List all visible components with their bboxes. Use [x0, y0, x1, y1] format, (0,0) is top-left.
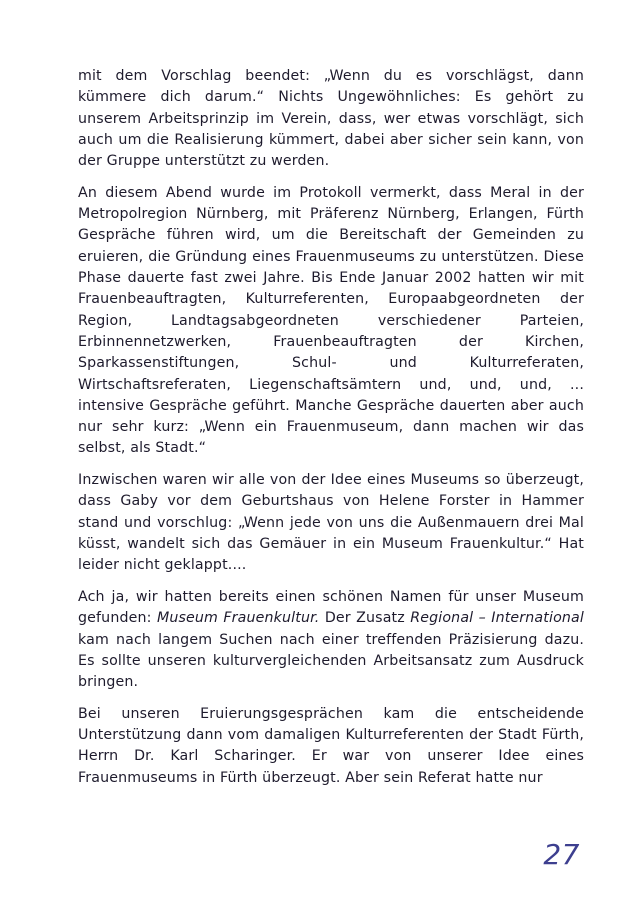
page-number: 27: [543, 838, 580, 871]
paragraph-3-text: Inzwischen waren wir alle von der Idee eines Museums so überzeugt, dass Gaby vor dem Geburtshaus von Helene Forster in Hammer stand und vorschlug: „Wenn jede von uns die Außenmauern drei Mal küsst, wandelt sich das Gemäuer in ein Museum Frauenkultur.“ Hat leider nicht geklappt....: [78, 472, 584, 574]
paragraph-4: [78, 587, 584, 693]
paragraph-1: [78, 66, 584, 172]
paragraph-1-text: mit dem Vorschlag beendet: „Wenn du es vorschlägst, dann kümmere dich darum.“ Nichts Ungewöhnliches: Es gehört zu unserem Arbeitsprinzip im Verein, dass, wer etwas vorschlägt, sich auch um die Realisierung kümmert, dabei aber sicher sein kann, von der Gruppe unterstützt zu werden.: [78, 68, 584, 170]
paragraph-3: [78, 470, 584, 576]
paragraph-5-text: Bei unseren Eruierungsgesprächen kam die entscheidende Unterstützung dann vom damaligen Kulturreferenten der Stadt Fürth, Herrn Dr. Karl Scharinger. Er war von unserer Idee eines Frauenmuseums in Fürth überzeugt. Aber sein Referat hatte nur: [78, 705, 584, 786]
paragraph-2: [78, 183, 584, 460]
paragraph-4-text-b: Der Zusatz: [319, 610, 411, 627]
page-body: [78, 66, 584, 799]
paragraph-4-text-a: Ach ja, wir hatten bereits einen schönen Namen für unser Museum gefunden:: [78, 589, 584, 627]
paragraph-2-text: An diesem Abend wurde im Protokoll vermerkt, dass Meral in der Metropolregion Nürnberg, mit Präferenz Nürnberg, Erlangen, Fürth Gespräche führen wird, um die Bereitschaft der Gemeinden zu eruieren, die Gründung eines Frauenmuseums zu unterstützen. Diese Phase dauerte fast zwei Jahre. Bis Ende Januar 2002 hatten wir mit Frauenbeauftragten, Kulturreferenten, Europaabgeordneten der Region, Landtagsabgeordneten verschiedener Parteien, Erbinnennetzwerken, Frauenbeauftragten der Kirchen, Sparkassenstiftungen, Schul- und Kulturreferaten, Wirtschaftsreferaten, Liegenschaftsämtern und, und, und, ... intensive Gespräche geführt. Manche Gespräche dauerten aber auch nur sehr kurz: „Wenn ein Frauenmuseum, dann machen wir das selbst, als Stadt.“: [78, 184, 584, 457]
paragraph-4-text-c: kam nach langem Suchen nach einer treffenden Präzisierung dazu. Es sollte unseren kulturvergleichenden Arbeitsansatz zum Ausdruck bringen.: [78, 631, 584, 691]
museum-name-italic: Museum Frauenkultur.: [156, 610, 320, 627]
suffix-name-italic: Regional – International: [410, 610, 584, 627]
paragraph-5: [78, 704, 584, 789]
